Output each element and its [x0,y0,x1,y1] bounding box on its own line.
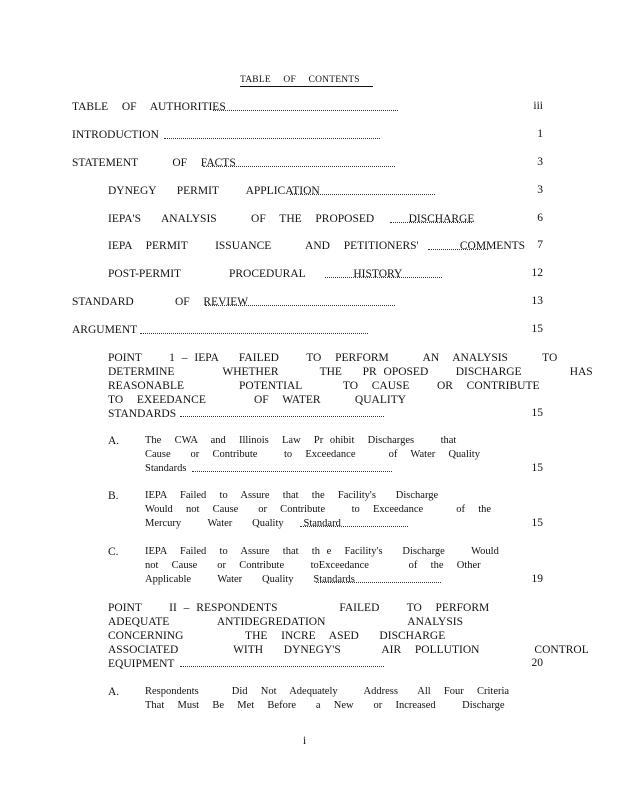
toc-leader-dots [140,333,368,334]
toc-entry-letter: B. [108,490,119,502]
toc-entry-line: Would not Cause or Contribute to Exceedance of the [145,504,492,515]
toc-page-number: 15 [531,407,543,419]
toc-entry-line: The CWA and Illinois Law Pr ohibit Discharges that [145,435,457,446]
toc-leader-dots [213,110,398,111]
toc-entry-line: STANDARDS [108,408,177,420]
toc-page-number: 1 [537,128,543,140]
toc-entry-line: Standards [145,463,187,474]
toc-entry-argument [72,323,137,337]
toc-leader-dots [300,526,408,527]
toc-entry-line: Respondents Did Not Adequately Address All Four Criteria [145,686,510,697]
toc-page-number: 13 [531,295,543,307]
toc-entry-letter: A. [108,435,120,447]
toc-entry-line: TO EXEEDANCE OF WATER QUALITY [108,394,407,406]
toc-leader-dots [180,416,384,417]
toc-page-number: 7 [537,239,543,251]
toc-title: TABLE OF CONTENTS [240,75,373,87]
toc-leader-dots [290,194,435,195]
toc-entry-line: ASSOCIATED WITH DYNEGY'S AIR POLLUTION CONTROL [108,644,589,656]
toc-entry-point-1-b-text [145,489,491,531]
toc-page-number: 6 [537,212,543,224]
toc-entry-line: POINT II – RESPONDENTS FAILED TO PERFORM [108,602,490,614]
toc-entry-standard-of-review [72,295,248,309]
toc-entry-point-2-a-text [145,685,509,713]
toc-entry-line: Applicable Water Quality Standards [145,574,355,585]
toc-leader-dots [192,471,392,472]
toc-entry-label: ARGUMENT [72,324,138,336]
toc-leader-dots [164,138,380,139]
toc-entry-line: IEPA Failed to Assure that th e Facility's Discharge Would [145,546,499,557]
toc-entry-line: EQUIPMENT [108,658,175,670]
toc-page-number: 20 [531,657,543,669]
toc-leader-dots [316,582,441,583]
toc-page-number: 15 [531,462,543,474]
toc-entry-label: IEPA PERMIT ISSUANCE AND PETITIONERS' COMMENTS [108,240,526,252]
toc-entry-point-1-a-text [145,434,480,476]
toc-entry-line: That Must Be Met Before a New or Increased Discharge [145,700,505,711]
toc-entry-introduction [72,128,159,142]
toc-page-number: 19 [531,573,543,585]
toc-entry-line: DETERMINE WHETHER THE PR OPOSED DISCHARGE HAS [108,366,593,378]
toc-entry-point-1-c [108,545,119,559]
toc-entry-dynegy-permit-application [108,184,320,198]
toc-entry-line: not Cause or Contribute toExceedance of the Other [145,560,481,571]
toc-entry-point-1-a [108,434,119,448]
toc-entry-line: Cause or Contribute to Exceedance of Water Quality [145,449,480,460]
toc-entry-line: Mercury Water Quality Standard [145,518,341,529]
toc-entry-line: REASONABLE POTENTIAL TO CAUSE OR CONTRIBUTE [108,380,540,392]
toc-entry-point-1-b [108,489,119,503]
toc-entry-post-permit-history [108,267,402,281]
toc-entry-point-1-c-text [145,545,499,587]
toc-page-number: 3 [537,184,543,196]
toc-entry-table-of-authorities [72,100,226,114]
toc-entry-iepa-analysis [108,212,474,226]
toc-entry-letter: C. [108,546,119,558]
toc-leader-dots [205,305,395,306]
toc-leader-dots [180,666,384,667]
toc-entry-line: IEPA Failed to Assure that the Facility's Discharge [145,490,439,501]
toc-page-number: iii [533,100,543,112]
toc-entry-label: DYNEGY PERMIT APPLICATION [108,185,320,197]
toc-entry-label: INTRODUCTION [72,129,159,141]
toc-page-number: 12 [531,267,543,279]
toc-entry-line: ADEQUATE ANTIDEGREDATION ANALYSIS [108,616,463,628]
toc-leader-dots [390,222,472,223]
toc-entry-label: IEPA'S ANALYSIS OF THE PROPOSED DISCHARGE [108,213,475,225]
page-footer-number: i [303,735,307,747]
toc-entry-letter: A. [108,686,120,698]
toc-leader-dots [203,166,395,167]
toc-entry-point-2-a [108,685,119,699]
toc-entry-label: STANDARD OF REVIEW [72,296,249,308]
toc-entry-label: POST-PERMIT PROCEDURAL HISTORY [108,268,403,280]
toc-leader-dots [325,277,442,278]
toc-entry-label: STATEMENT OF FACTS [72,157,236,169]
toc-entry-label: TABLE OF AUTHORITIES [72,101,226,113]
toc-entry-statement-of-facts [72,156,236,170]
toc-page-number: 15 [531,323,543,335]
toc-leader-dots [428,249,488,250]
toc-page-number: 3 [537,156,543,168]
toc-entry-line: CONCERNING THE INCRE ASED DISCHARGE [108,630,446,642]
toc-entry-iepa-permit-issuance [108,239,525,253]
toc-page-number: 15 [531,517,543,529]
toc-entry-line: POINT 1 – IEPA FAILED TO PERFORM AN ANALYSIS TO [108,352,558,364]
